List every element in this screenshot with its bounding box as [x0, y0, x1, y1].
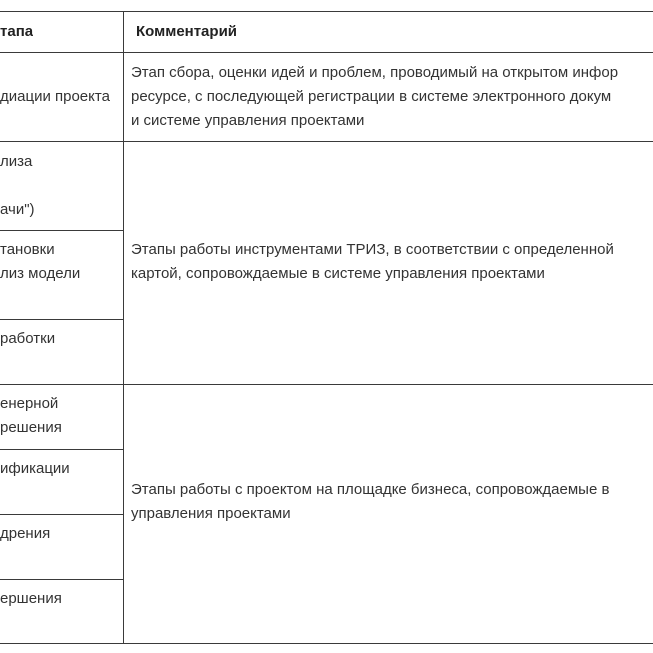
- column-divider: [123, 11, 124, 644]
- row-divider: [0, 141, 653, 142]
- stage-cell: диации проекта: [0, 88, 110, 105]
- stage-cell: дрения: [0, 525, 51, 542]
- row-divider: [0, 449, 124, 450]
- header-comment: Комментарий: [136, 23, 238, 40]
- row-divider: [0, 384, 653, 385]
- comment-cell: Этап сбора, оценки идей и проблем, проводимый на открытом инфор ресурсе, с последующей регистрации в системе электронного докум и системе управления проектами: [131, 64, 619, 129]
- comment-cell-merged: Этапы работы с проектом на площадке бизнеса, сопровождаемые в управления проектами: [131, 481, 610, 522]
- stage-cell: лиза ачи"): [0, 153, 35, 218]
- stage-cell: енерной решения: [0, 395, 62, 436]
- header-bottom-border: [0, 52, 653, 53]
- row-divider: [0, 230, 124, 231]
- stage-cell: работки: [0, 330, 56, 347]
- comment-cell-merged: Этапы работы инструментами ТРИЗ, в соответствии с определенной картой, сопровождаемые в системе управления проектами: [131, 241, 614, 282]
- row-divider: [0, 579, 124, 580]
- stage-cell: ификации: [0, 460, 70, 477]
- row-divider: [0, 514, 124, 515]
- header-stage: тапа: [0, 23, 34, 40]
- stage-cell: тановки лиз модели: [0, 241, 81, 282]
- stage-cell: ершения: [0, 590, 62, 607]
- table-top-border: [0, 11, 653, 12]
- row-divider: [0, 319, 124, 320]
- table-bottom-border: [0, 643, 653, 644]
